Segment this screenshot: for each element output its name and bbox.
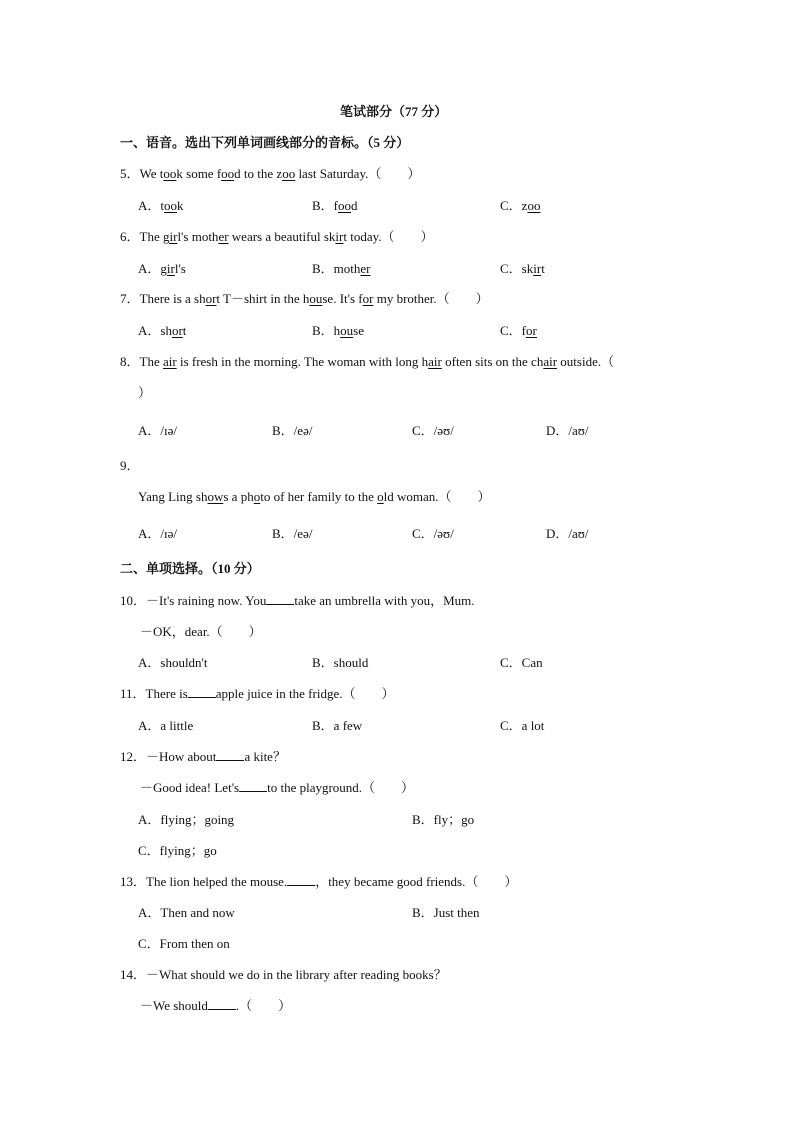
question-10: 10．－It's raining now. You take an umbrella with you，Mum. [120, 593, 475, 608]
question-5: 5．We took some food to the zoo last Saturday.（ ） [120, 166, 421, 181]
question-number: 14． [120, 967, 147, 982]
answer-blank[interactable] [266, 593, 294, 605]
option-d[interactable]: D．/aʊ/ [546, 423, 589, 438]
option-c[interactable]: C．skirt [500, 261, 545, 276]
option-a[interactable]: A．Then and now [138, 905, 235, 920]
question-12-reply: －Good idea! Let's to the playground.（ ） [140, 780, 415, 795]
question-number: 10． [120, 593, 147, 608]
option-b[interactable]: B．a few [312, 718, 363, 733]
answer-blank[interactable] [216, 749, 244, 761]
question-6: 6．The girl's mother wears a beautiful skirt today.（ ） [120, 229, 434, 244]
option-a[interactable]: A．/ɪə/ [138, 423, 177, 438]
question-number: 6． [120, 229, 140, 244]
question-10-reply: －OK，dear.（ ） [140, 624, 262, 639]
question-number: 12． [120, 749, 147, 764]
answer-blank[interactable] [239, 780, 267, 792]
question-number: 11． [120, 686, 146, 701]
option-b[interactable]: B．food [312, 198, 358, 213]
question-12: 12．－How about a kite？ [120, 749, 286, 764]
section-2-heading: 二、单项选择。（10 分） [120, 561, 260, 576]
question-9-number: 9． [120, 458, 140, 473]
option-a[interactable]: A．shouldn't [138, 655, 208, 670]
question-number: 8． [120, 354, 140, 369]
option-d[interactable]: D．/aʊ/ [546, 526, 589, 541]
question-number: 13． [120, 874, 147, 889]
option-a[interactable]: A．a little [138, 718, 194, 733]
question-9: Yang Ling shows a photo of her family to the old woman.（ ） [138, 489, 491, 504]
underlined-part: oo [221, 166, 235, 181]
option-a[interactable]: A．flying；going [138, 812, 235, 827]
answer-blank[interactable] [287, 874, 315, 886]
answer-blank[interactable] [208, 998, 236, 1010]
question-7: 7．There is a short T－shirt in the house. It's for my brother.（ ） [120, 291, 489, 306]
option-b[interactable]: B．/eə/ [272, 526, 313, 541]
option-a[interactable]: A．short [138, 323, 187, 338]
section-1-heading: 一、语音。选出下列单词画线部分的音标。（5 分） [120, 135, 410, 150]
option-a[interactable]: A．/ɪə/ [138, 526, 177, 541]
question-number: 7． [120, 291, 140, 306]
page-title: 笔试部分（77 分） [340, 104, 448, 119]
question-14-reply: －We should .（ ） [140, 998, 292, 1013]
option-c[interactable]: C．a lot [500, 718, 545, 733]
option-a[interactable]: A．girl's [138, 261, 186, 276]
option-b[interactable]: B．should [312, 655, 369, 670]
option-b[interactable]: B．fly；go [412, 812, 475, 827]
option-c[interactable]: C．zoo [500, 198, 541, 213]
option-a[interactable]: A．took [138, 198, 184, 213]
option-b[interactable]: B．mother [312, 261, 371, 276]
option-b[interactable]: B．/eə/ [272, 423, 313, 438]
option-c[interactable]: C．flying；go [138, 843, 217, 858]
option-c[interactable]: C．/əʊ/ [412, 423, 454, 438]
question-8-paren-close: ） [138, 385, 152, 400]
question-number: 5． [120, 166, 140, 181]
option-b[interactable]: B．Just then [412, 905, 480, 920]
option-c[interactable]: C．From then on [138, 936, 230, 951]
answer-blank[interactable] [188, 686, 216, 698]
underlined-part: oo [163, 166, 177, 181]
question-8: 8．The air is fresh in the morning. The woman with long hair often sits on the chair outside.（ [120, 354, 615, 369]
question-11: 11．There is apple juice in the fridge.（ ） [120, 686, 395, 701]
option-c[interactable]: C．/əʊ/ [412, 526, 454, 541]
option-b[interactable]: B．house [312, 323, 365, 338]
question-13: 13．The lion helped the mouse. ，they became good friends.（ ） [120, 874, 518, 889]
underlined-part: oo [282, 166, 296, 181]
question-14: 14．－What should we do in the library after reading books？ [120, 967, 447, 982]
option-c[interactable]: C．Can [500, 655, 543, 670]
option-c[interactable]: C．for [500, 323, 537, 338]
